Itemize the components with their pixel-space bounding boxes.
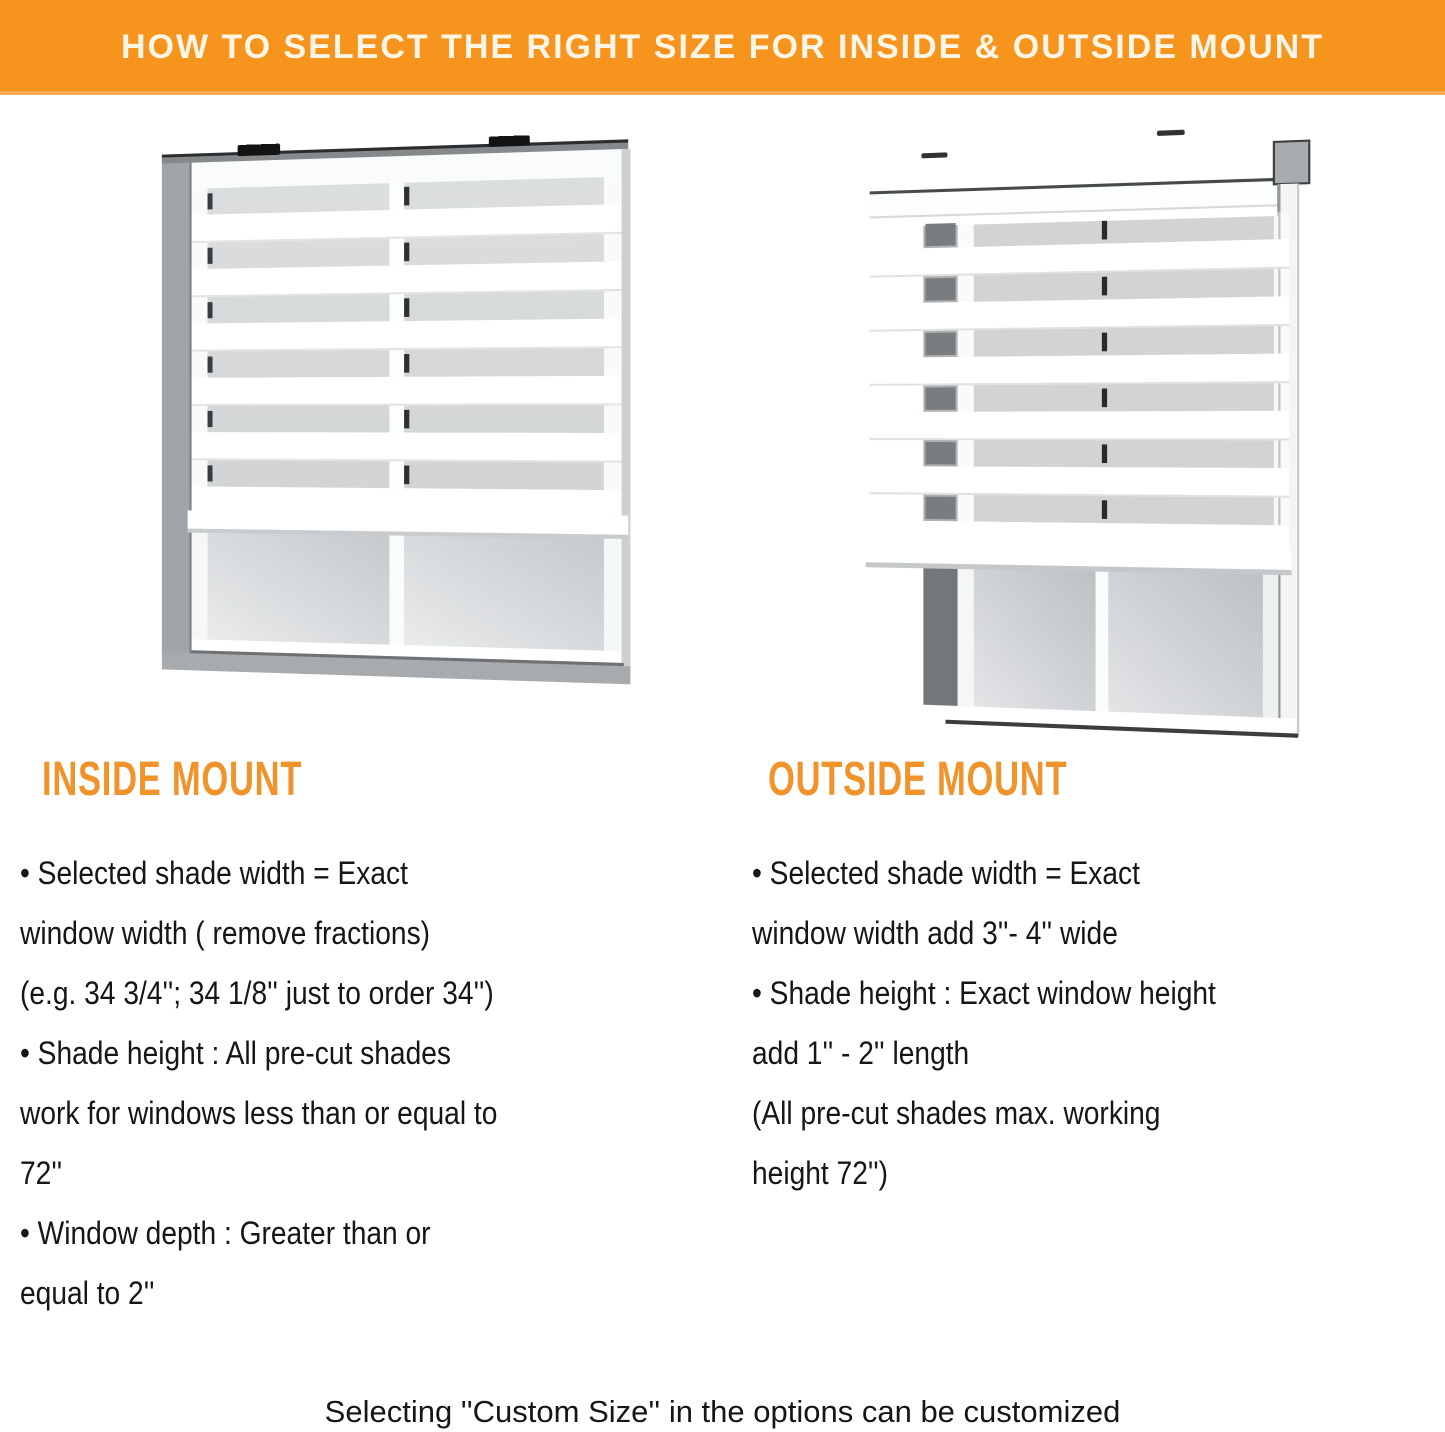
spec-line: (All pre-cut shades max. working xyxy=(752,1095,1161,1131)
spec-line: • Selected shade width = Exact xyxy=(752,855,1140,891)
spec-line: (e.g. 34 3/4''; 34 1/8'' just to order 34'') xyxy=(20,975,494,1011)
outside-mount-specs xyxy=(752,843,1216,1203)
mounting-bracket-cube xyxy=(1274,141,1309,185)
spec-line: 72'' xyxy=(20,1155,63,1191)
spec-line: • Selected shade width = Exact xyxy=(20,855,408,891)
spec-line: • Shade height : Exact window height xyxy=(752,975,1216,1011)
valance-board xyxy=(870,178,1285,219)
spec-line: • Shade height : All pre-cut shades xyxy=(20,1035,451,1071)
outside-mount-window-graphic xyxy=(852,116,1328,747)
outside-mount-heading: OUTSIDE MOUNT xyxy=(768,753,1068,806)
inside-mount-window-graphic xyxy=(150,131,647,699)
zebra-shade-bands xyxy=(192,177,622,520)
banner xyxy=(0,0,1445,95)
mounting-bracket-icon xyxy=(489,135,530,147)
inside-mount-heading: INSIDE MOUNT xyxy=(42,753,303,806)
zebra-shade-bands xyxy=(870,211,1290,555)
banner-title: HOW TO SELECT THE RIGHT SIZE FOR INSIDE & OUTSIDE MOUNT xyxy=(120,28,1325,66)
wall-screw-marks xyxy=(921,130,1184,159)
custom-size-note: Selecting ''Custom Size'' in the options can be customized xyxy=(324,1394,1121,1429)
spec-line: • Window depth : Greater than or xyxy=(20,1215,431,1251)
spec-line: height 72'') xyxy=(752,1155,889,1191)
inside-mount-illustration xyxy=(150,148,625,683)
spec-line: window width add 3''- 4'' wide xyxy=(752,915,1118,951)
spec-line: window width ( remove fractions) xyxy=(20,915,431,951)
spec-line: add 1'' - 2'' length xyxy=(752,1035,970,1071)
inside-mount-specs xyxy=(20,843,497,1323)
outside-mount-illustration xyxy=(852,136,1307,728)
mounting-bracket-icon xyxy=(238,144,281,157)
spec-line: equal to 2'' xyxy=(20,1275,155,1311)
spec-line: work for windows less than or equal to xyxy=(20,1095,498,1131)
lower-window xyxy=(208,527,604,651)
